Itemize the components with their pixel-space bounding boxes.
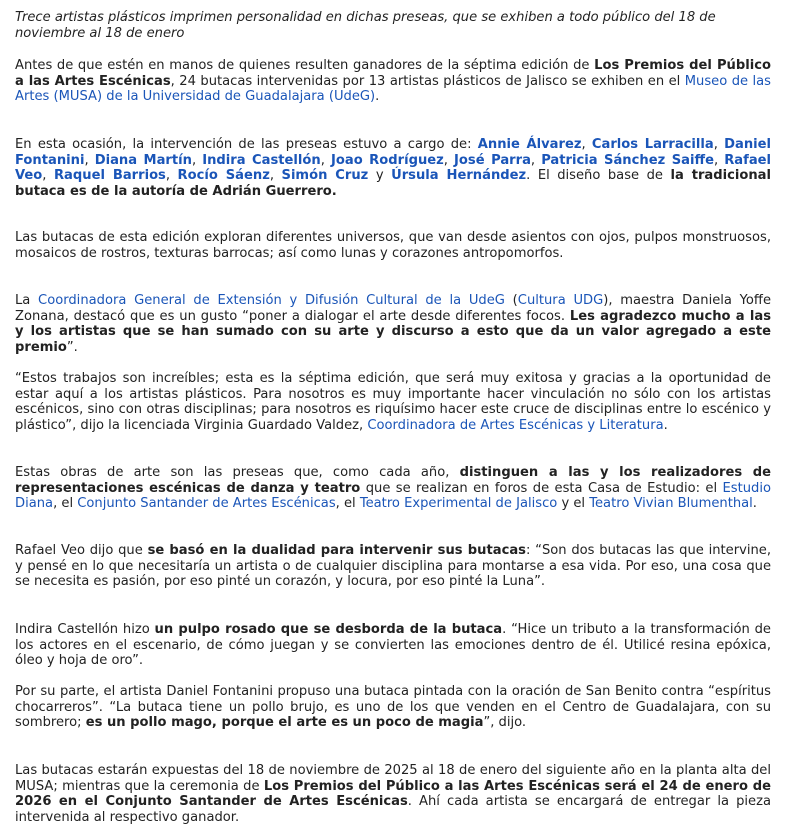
link-artist-simon-cruz[interactable]: Simón Cruz [281, 168, 369, 184]
p2-sep: , [320, 152, 331, 168]
p7-text-2: : “Son dos butacas las que intervine, y pensé en lo que necesitaría un artista o de cualquier disciplina para montarse a esa vida. Por eso, una cosa que se necesita es pasión, por eso pinté un corazón, y locura, por eso pinté la Luna”. [15, 543, 771, 590]
p2-sep: , [84, 152, 95, 168]
link-artist-raquel-barrios[interactable]: Raquel Barrios [53, 168, 166, 184]
p5-text-2: . [663, 417, 668, 433]
p7-text-1: Rafael Veo dijo que [15, 543, 148, 558]
link-artist-joao-rodriguez[interactable]: Joao Rodríguez [331, 152, 444, 168]
p2-and: y [368, 168, 392, 184]
p6-text-4: , el [335, 496, 360, 512]
p2-sep: , [443, 152, 455, 168]
p1-bold-premios: Los Premios del Público a las Artes Escénicas [15, 58, 771, 89]
p6-text-1: Estas obras de arte son las preseas que, como cada año, [15, 465, 460, 480]
article-subtitle: Trece artistas plásticos imprimen personalidad en dichas preseas, que se exhiben a todo público del 18 de noviembre al 18 de enero [15, 10, 716, 41]
p4-bold-quote: Les agradezco mucho a las y los artistas que se han sumado con su arte y discurso a esto que da un valor agregado a este premio [15, 308, 771, 355]
p10-text-1: Las butacas estarán expuestas del 18 de noviembre de 2025 al 18 de enero del siguiente año en la planta alta del MUSA; mientras que la ceremonia de [15, 763, 771, 794]
link-artist-jose-parra[interactable]: José Parra [454, 152, 531, 168]
p4-text-4: ”. [66, 339, 78, 355]
p9-text-2: ”, dijo. [483, 715, 527, 731]
p1-text-1: Antes de que estén en manos de quienes resulten ganadores de la séptima edición de [15, 58, 595, 73]
link-artist-annie-alvarez[interactable]: Annie Álvarez [477, 137, 582, 152]
link-artist-diana-martin[interactable]: Diana Martín [94, 152, 192, 168]
link-musa[interactable]: Museo de las Artes (MUSA) de la Universidad de Guadalajara (UdeG) [15, 73, 772, 105]
p4-text-2: ( [504, 293, 518, 308]
link-coordinadora-general[interactable]: Coordinadora General de Extensión y Difusión Cultural de la UdeG [38, 293, 505, 308]
link-artist-ursula-hernandez[interactable]: Úrsula Hernández [391, 168, 527, 184]
p9-text-1: Por su parte, el artista Daniel Fontanini propuso una butaca pintada con la oración de San Benito contra “espíritus chocarreros”. “La butaca tiene un pollo brujo, es uno de los que venden en el Centro de Guadalajara, con su sombrero; [15, 684, 771, 731]
p10-bold-ceremonia: Los Premios del Público a las Artes Escénicas será el 24 de enero de 2026 en el Conjunto Santander de Artes Escénicas [15, 778, 771, 810]
p9-bold-pollo-mago: es un pollo mago, porque el arte es un poco de magia [85, 715, 484, 731]
paragraph-10 [15, 763, 771, 825]
p6-text-6: . [752, 496, 757, 512]
p2-text-2: . El diseño base de [526, 168, 671, 184]
p2-sep: , [713, 137, 725, 152]
p6-text-5: y el [557, 496, 590, 512]
p2-text-1: En esta ocasión, la intervención de las preseas estuvo a cargo de: [15, 137, 478, 152]
p4-text-3: ), maestra Daniela Yoffe Zonana, destacó que es un gusto “poner a dialogar el arte desde diferentes focos. [15, 293, 772, 324]
paragraph-4 [15, 293, 771, 355]
p3-text-1: Las butacas de esta edición exploran diferentes universos, que van desde asientos con ojos, pulpos monstruosos, mosaicos de rostros, texturas barrocas; así como lunas y corazones antropomorfos. [15, 230, 771, 261]
link-artist-daniel-fontanini[interactable]: Daniel Fontanini [15, 137, 772, 168]
p2-sep: , [269, 168, 282, 184]
p2-sep: , [191, 152, 203, 168]
p6-text-3: , el [53, 496, 78, 512]
paragraph-6 [15, 465, 771, 512]
link-artist-rocio-saenz[interactable]: Rocío Sáenz [177, 168, 270, 184]
p2-sep: , [530, 152, 542, 168]
p8-text-1: Indira Castellón hizo [15, 622, 155, 637]
link-estudio-diana[interactable]: Estudio Diana [15, 480, 771, 512]
p1-text-2: , 24 butacas intervenidas por 13 artistas plásticos de Jalisco se exhiben en el [170, 73, 685, 89]
link-coordinadora-artes-escenicas[interactable]: Coordinadora de Artes Escénicas y Literatura [367, 417, 664, 433]
paragraph-3 [15, 230, 771, 261]
p10-text-2: . Ahí cada artista se encargará de entregar la pieza intervenida al respectivo ganador. [15, 794, 771, 825]
paragraph-1 [15, 58, 771, 105]
paragraph-5 [15, 371, 771, 433]
p1-text-3: . [375, 89, 380, 105]
p6-text-2: que se realizan en foros de esta Casa de Estudio: el [360, 480, 723, 496]
paragraph-2 [15, 137, 771, 199]
p2-sep: , [713, 152, 725, 168]
p2-sep: , [165, 168, 178, 184]
p2-sep: , [42, 168, 54, 184]
paragraph-8 [15, 622, 771, 669]
link-cultura-udg[interactable]: Cultura UDG [517, 293, 604, 308]
link-artist-rafael-veo[interactable]: Rafael Veo [15, 152, 772, 184]
p6-bold-distinguen: distinguen a las y los realizadores de representaciones escénicas de danza y teatro [15, 465, 771, 496]
p4-text-1: La [15, 293, 39, 308]
link-conjunto-santander[interactable]: Conjunto Santander de Artes Escénicas [77, 496, 336, 512]
paragraph-9 [15, 684, 771, 731]
p8-text-2: . “Hice un tributo a la transformación de los actores en el escenario, de cómo juegan y se convierten las emociones dentro de él. Utilicé resina epóxica, óleo y hoja de oro”. [15, 622, 771, 669]
p7-bold-dualidad: se basó en la dualidad para intervenir sus butacas [147, 543, 526, 558]
p2-sep: , [581, 137, 592, 152]
p5-text-1: “Estos trabajos son increíbles; esta es la séptima edición, que será muy exitosa y gracias a la oportunidad de estar aquí a los artistas plásticos. Para nosotros es muy importante hacer vinculación no sólo con los artistas escénicos, sino con otras disciplinas; para nosotros es riquísimo hacer este cruce de disciplinas entre lo escénico y plástico”, dijo la licenciada Virginia Guardado Valdez, [15, 371, 771, 433]
paragraph-7 [15, 543, 771, 590]
link-artist-indira-castellon[interactable]: Indira Castellón [202, 152, 321, 168]
p8-bold-pulpo: un pulpo rosado que se desborda de la butaca [154, 622, 503, 637]
link-teatro-experimental[interactable]: Teatro Experimental de Jalisco [359, 496, 558, 512]
link-artist-carlos-larracilla[interactable]: Carlos Larracilla [591, 137, 714, 152]
link-artist-patricia-sanchez-saiffe[interactable]: Patricia Sánchez Saiffe [541, 152, 714, 168]
p2-bold-design: la tradicional butaca es de la autoría de Adrián Guerrero. [15, 168, 771, 199]
link-teatro-vivian-blumenthal[interactable]: Teatro Vivian Blumenthal [589, 496, 753, 512]
